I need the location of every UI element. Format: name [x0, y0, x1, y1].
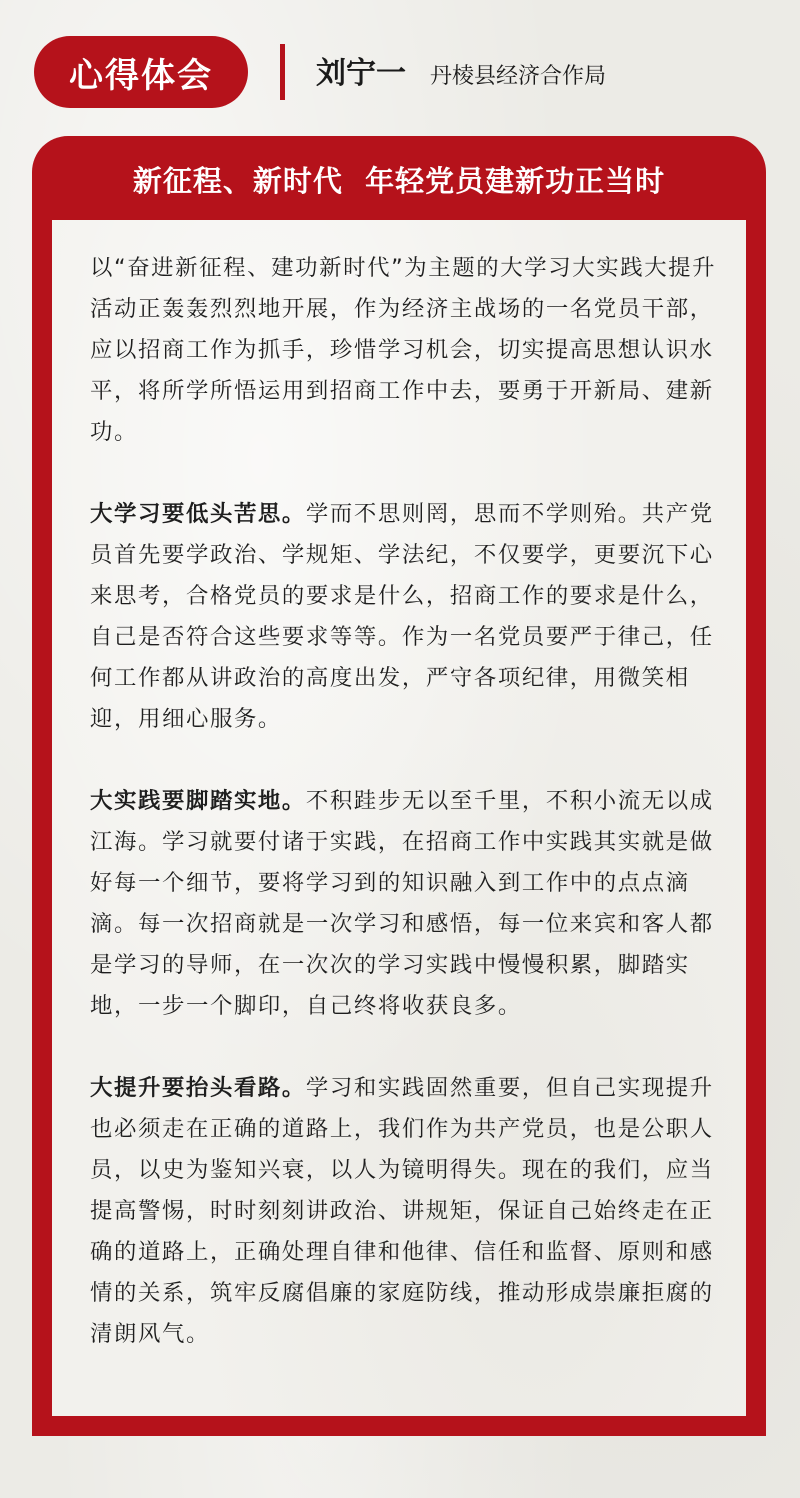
section-paragraph [90, 781, 726, 1027]
author-name: 刘宁一 [316, 56, 406, 91]
section-paragraph [90, 494, 726, 740]
section-text: 不积跬步无以至千里，不积小流无以成江海。学习就要付诸于实践，在招商工作中实践其实就是做好每一个细节，要将学习到的知识融入到工作中的点点滴滴。每一次招商就是一次学习和感悟，每一位来宾和客人都是学习的导师，在一次次的学习实践中慢慢积累，脚踏实地，一步一个脚印，自己终将收获良多。 [90, 788, 714, 1019]
article-body [52, 220, 746, 1416]
section-text: 学习和实践固然重要，但自己实现提升也必须走在正确的道路上，我们作为共产党员，也是公职人员，以史为鉴知兴衰，以人为镜明得失。现在的我们，应当提高警惕，时时刻刻讲政治、讲规矩，保证自己始终走在正确的道路上，正确处理自律和他律、信任和监督、原则和感情的关系，筑牢反腐倡廉的家庭防线，推动形成崇廉拒腐的清朗风气。 [90, 1075, 714, 1347]
header-divider [280, 44, 285, 100]
section-text: 学而不思则罔，思而不学则殆。共产党员首先要学政治、学规矩、学法纪，不仅要学，更要沉下心来思考，合格党员的要求是什么，招商工作的要求是什么，自己是否符合这些要求等等。作为一名党员要严于律己，任何工作都从讲政治的高度出发，严守各项纪律，用微笑相迎，用细心服务。 [90, 501, 714, 732]
article-card [32, 136, 766, 1436]
section-heading: 大学习要低头苦思。 [90, 501, 306, 527]
author-organization: 丹棱县经济合作局 [430, 64, 607, 89]
intro-paragraph: 以“奋进新征程、建功新时代”为主题的大学习大实践大提升活动正轰轰烈烈地开展，作为经济主战场的一名党员干部，应以招商工作为抓手，珍惜学习机会，切实提高思想认识水平，将所学所悟运用到招商工作中去，要勇于开新局、建新功。 [90, 255, 717, 445]
article-title: 新征程、新时代 年轻党员建新功正当时 [132, 164, 666, 198]
section-heading: 大实践要脚踏实地。 [90, 788, 306, 814]
section-heading: 大提升要抬头看路。 [90, 1075, 306, 1101]
category-badge: 心得体会 [34, 36, 248, 108]
section-paragraph [90, 1068, 726, 1355]
